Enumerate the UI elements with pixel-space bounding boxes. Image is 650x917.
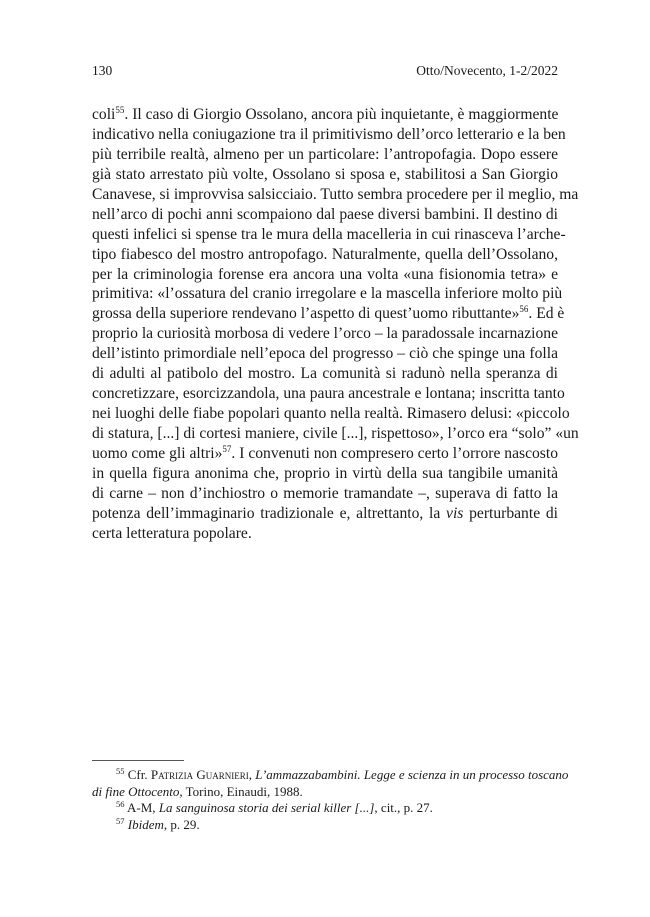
body-line xyxy=(92,444,558,464)
page-number: 130 xyxy=(92,63,113,78)
text-run: di statura, [...] di cortesi maniere, civile [...], rispettoso», l’orco era “solo” «un xyxy=(92,425,579,442)
text-run: coli xyxy=(92,106,116,123)
text-run: già stato arrestato più volte, Ossolano si sposa e, stabilitosi a San Giorgio xyxy=(92,165,558,183)
text-run: , Torino, Einaudi, 1988. xyxy=(179,783,303,799)
footnote-line xyxy=(92,817,558,834)
footnote-number: 56 xyxy=(116,799,125,809)
text-run: indicativo nella coniugazione tra il primitivismo dell’orco letterario e la ben xyxy=(92,125,566,143)
footnote-number: 55 xyxy=(116,766,125,776)
body-line xyxy=(92,185,579,205)
body-line xyxy=(92,484,558,504)
text-run: . Il caso di Giorgio Ossolano, ancora più inquietante, è maggiormente xyxy=(124,106,559,123)
text-run: , cit., p. 27. xyxy=(374,800,433,815)
text-run: , xyxy=(248,767,256,782)
text-run: concretizzare, esorcizzandola, una paura ancestrale e lontana; inscritta tanto xyxy=(92,385,565,403)
text-run: Canavese, si improvvisa salsicciaio. Tutto sembra procedere per il meglio, ma xyxy=(92,185,579,203)
body-line xyxy=(92,245,558,265)
body-line xyxy=(92,464,558,484)
body-line xyxy=(92,404,570,424)
body-line xyxy=(92,384,565,404)
italic-text: Ibidem xyxy=(127,816,164,832)
body-line xyxy=(92,265,558,285)
italic-text: vis xyxy=(446,504,464,522)
text-run: di adulti al patibolo del mostro. La comunità si radunò nella speranza di xyxy=(92,365,558,383)
text-run: proprio la curiosità morbosa di vedere l’orco – la paradossale incarnazione xyxy=(92,325,558,343)
footnote-line xyxy=(92,784,558,801)
body-paragraph xyxy=(92,105,579,544)
text-run: potenza dell’immaginario tradizionale e, altrettanto, la xyxy=(92,504,447,522)
footnote-reference: 55 xyxy=(115,105,125,115)
body-line xyxy=(92,424,579,444)
body-line xyxy=(92,145,558,165)
footnote-separator xyxy=(92,760,184,761)
italic-text: L’ammazzabambini. Legge e scienza in un processo toscano xyxy=(255,767,569,782)
text-run: certa letteratura popolare. xyxy=(92,524,252,542)
text-run: questi infelici si spense tra le mura della macelleria in cui rinasceva l’arche- xyxy=(92,225,566,243)
text-run: perturbante di xyxy=(463,504,558,522)
text-run: tipo fiabesco del mostro antropofago. Naturalmente, quella dell’Ossolano, xyxy=(92,245,558,263)
italic-text: di fine Ottocento xyxy=(92,783,180,799)
text-run: A-M, xyxy=(124,800,159,815)
body-line xyxy=(92,504,558,524)
running-header: Otto/Novecento, 1-2/2022 xyxy=(416,63,558,78)
text-run: Cfr. xyxy=(124,767,151,782)
footnote-line xyxy=(92,800,558,817)
body-line xyxy=(92,105,558,125)
text-run: uomo come gli altri» xyxy=(92,444,223,462)
text-run: più terribile realtà, almeno per un particolare: l’antropofagia. Dopo essere xyxy=(92,145,558,163)
body-line xyxy=(92,225,566,245)
body-line xyxy=(92,304,565,324)
text-run: grossa della superiore rendevano l’aspetto di quest’uomo ributtante» xyxy=(92,305,520,323)
footnotes xyxy=(92,766,569,833)
author-name: Patrizia Guarnieri xyxy=(150,767,249,782)
body-line xyxy=(92,524,558,544)
text-run: per la criminologia forense era ancora una volta «una fisionomia tetra» e xyxy=(92,265,558,283)
footnote-number: 57 xyxy=(116,815,125,826)
footnote-reference: 57 xyxy=(222,443,232,454)
body-line xyxy=(92,324,558,344)
footnote-line xyxy=(92,766,569,784)
text-run: dell’istinto primordiale nell’epoca del progresso – ciò che spinge una folla xyxy=(92,345,558,363)
text-run: nei luoghi delle fiabe popolari quanto nella realtà. Rimasero delusi: «piccolo xyxy=(92,405,570,423)
text-run: . Ed è xyxy=(528,305,565,323)
text-run: primitiva: «l’ossatura del cranio irregolare e la mascella inferiore molto più xyxy=(92,285,563,303)
body-line xyxy=(92,125,566,145)
footnote-reference: 56 xyxy=(519,304,529,315)
body-line xyxy=(92,344,558,364)
body-line xyxy=(92,165,558,185)
text-run: , p. 29. xyxy=(163,816,200,832)
text-run: nell’arco di pochi anni scompaiono dal paese diversi bambini. Il destino di xyxy=(92,205,558,223)
body-line xyxy=(92,205,558,225)
text-run: in quella figura anonima che, proprio in virtù della sua tangibile umanità xyxy=(92,464,558,482)
body-line xyxy=(92,364,558,384)
text-run: . I convenuti non compresero certo l’orrore nascosto xyxy=(231,444,558,462)
text-run: di carne – non d’inchiostro o memorie tramandate –, superava di fatto la xyxy=(92,484,558,502)
italic-text: La sanguinosa storia dei serial killer [...] xyxy=(158,800,375,815)
body-line xyxy=(92,284,563,304)
